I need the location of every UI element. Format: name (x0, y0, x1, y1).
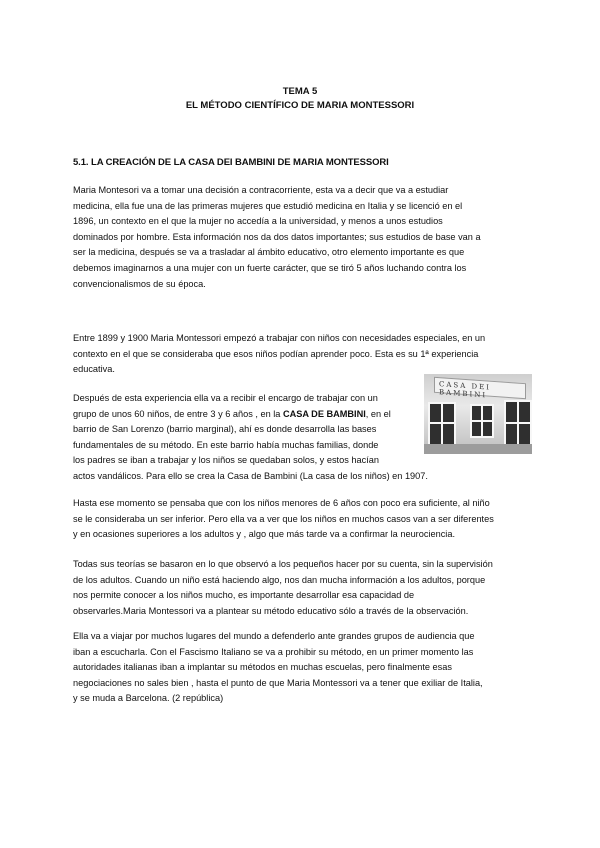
text-line: Ella va a viajar por muchos lugares del mundo a defenderlo ante grandes grupos de audiencia que (73, 631, 475, 641)
text-line: educativa. (73, 364, 115, 375)
text-line (73, 407, 418, 423)
text-line: Maria Montesori va a tomar una decisión a contracorriente, esta va a decir que va a estudiar (73, 185, 449, 195)
document-title (0, 85, 600, 113)
text-line: Después de esta experiencia ella va a recibir el encargo de trabajar con un (73, 393, 378, 403)
paragraph-5 (73, 557, 533, 619)
text-segment: , en el (365, 408, 391, 419)
text-line: de los adultos. Cuando un niño está haciendo algo, nos dan mucha información a los adultos, porque (73, 574, 486, 585)
casa-de-bambini-bold: CASA DE BAMBINI (282, 408, 366, 419)
casa-dei-bambini-photo (424, 374, 532, 454)
photo-window (504, 400, 532, 448)
text-line: iban a escucharla. Con el Fascismo Italiano se va a prohibir su método, en un primer momento las (73, 646, 474, 657)
text-line: 1896, un contexto en el que la mujer no accedía a la universidad, y menos a unos estudios (73, 216, 443, 227)
paragraph-1 (73, 183, 533, 292)
text-line: autoridades italianas iban a implantar su métodos en muchas escuelas, pero finalmente esas (73, 662, 452, 673)
text-line: los padres se iban a trabajar y los niños se quedaban solos, y estos hacían (73, 455, 379, 466)
paragraph-2 (73, 331, 533, 378)
text-line: negociaciones no sales bien , hasta el punto de que Maria Montessori va a tener que exiliar de Italia, (73, 677, 483, 688)
photo-ground (424, 444, 532, 454)
text-line: observarles.Maria Montessori va a plantear su método educativo sólo a través de la observación. (73, 605, 469, 616)
text-line: contexto en el que se consideraba que esos niños podían aprender poco. Esta es su 1ª experiencia (73, 348, 479, 359)
photo-sign-text: CASA DEI BAMBINI (439, 380, 491, 400)
paragraph-3 (73, 391, 428, 485)
text-line: fundamentales de su método. En este barrio había muchas familias, donde (73, 439, 379, 450)
text-segment: grupo de unos 60 niños, de entre 3 y 6 años , en la (73, 408, 283, 419)
text-line: actos vandálicos. Para ello se crea la Casa de Bambini (La casa de los niños) en 1907. (73, 470, 428, 481)
text-line: Hasta ese momento se pensaba que con los niños menores de 6 años con poco era suficiente, al niño (73, 498, 490, 508)
title-line-2: EL MÉTODO CIENTÍFICO DE MARIA MONTESSORI (185, 100, 415, 111)
photo-window (428, 402, 456, 446)
text-line: Entre 1899 y 1900 Maria Montessori empezó a trabajar con niños con necesidades especiales, en un (73, 333, 486, 343)
photo-window (470, 404, 494, 438)
text-line: debemos imaginarnos a una mujer con un fuerte carácter, que se tiró 5 años luchando contra los (73, 262, 467, 273)
text-line: medicina, ella fue una de las primeras mujeres que estudió medicina en Italia y se licenció en el (73, 200, 463, 211)
text-line: Todas sus teorías se basaron en lo que observó a los pequeños hacer por su cuenta, sin la supervisión (73, 559, 493, 569)
text-line: y en ocasiones superiores a los adultos y , algo que más tarde va a confirmar la neurociencia. (73, 529, 455, 540)
text-line: nos permite conocer a los niños mucho, es importante desarrollar esa capacidad de (73, 590, 415, 601)
title-line-1: TEMA 5 (282, 86, 318, 97)
paragraph-6 (73, 629, 533, 707)
text-line: barrio de San Lorenzo (barrio marginal), ahí es donde desarrolla las bases (73, 424, 377, 435)
text-line: y se muda a Barcelona. (2 república) (73, 693, 224, 704)
section-heading: 5.1. LA CREACIÓN DE LA CASA DEI BAMBINI DE MARIA MONTESSORI (73, 157, 389, 168)
text-line: se le consideraba un ser inferior. Pero ella va a ver que los niños en muchos casos van a ser diferentes (73, 513, 494, 524)
paragraph-4 (73, 496, 533, 543)
text-line: convencionalismos de su época. (73, 278, 206, 289)
text-line: ser la medicina, después se va a trasladar al ámbito educativo, otro elemento importante es que (73, 247, 465, 258)
text-line: dominados por hombre. Esta información nos da dos datos importantes; sus estudios de base van a (73, 231, 481, 242)
